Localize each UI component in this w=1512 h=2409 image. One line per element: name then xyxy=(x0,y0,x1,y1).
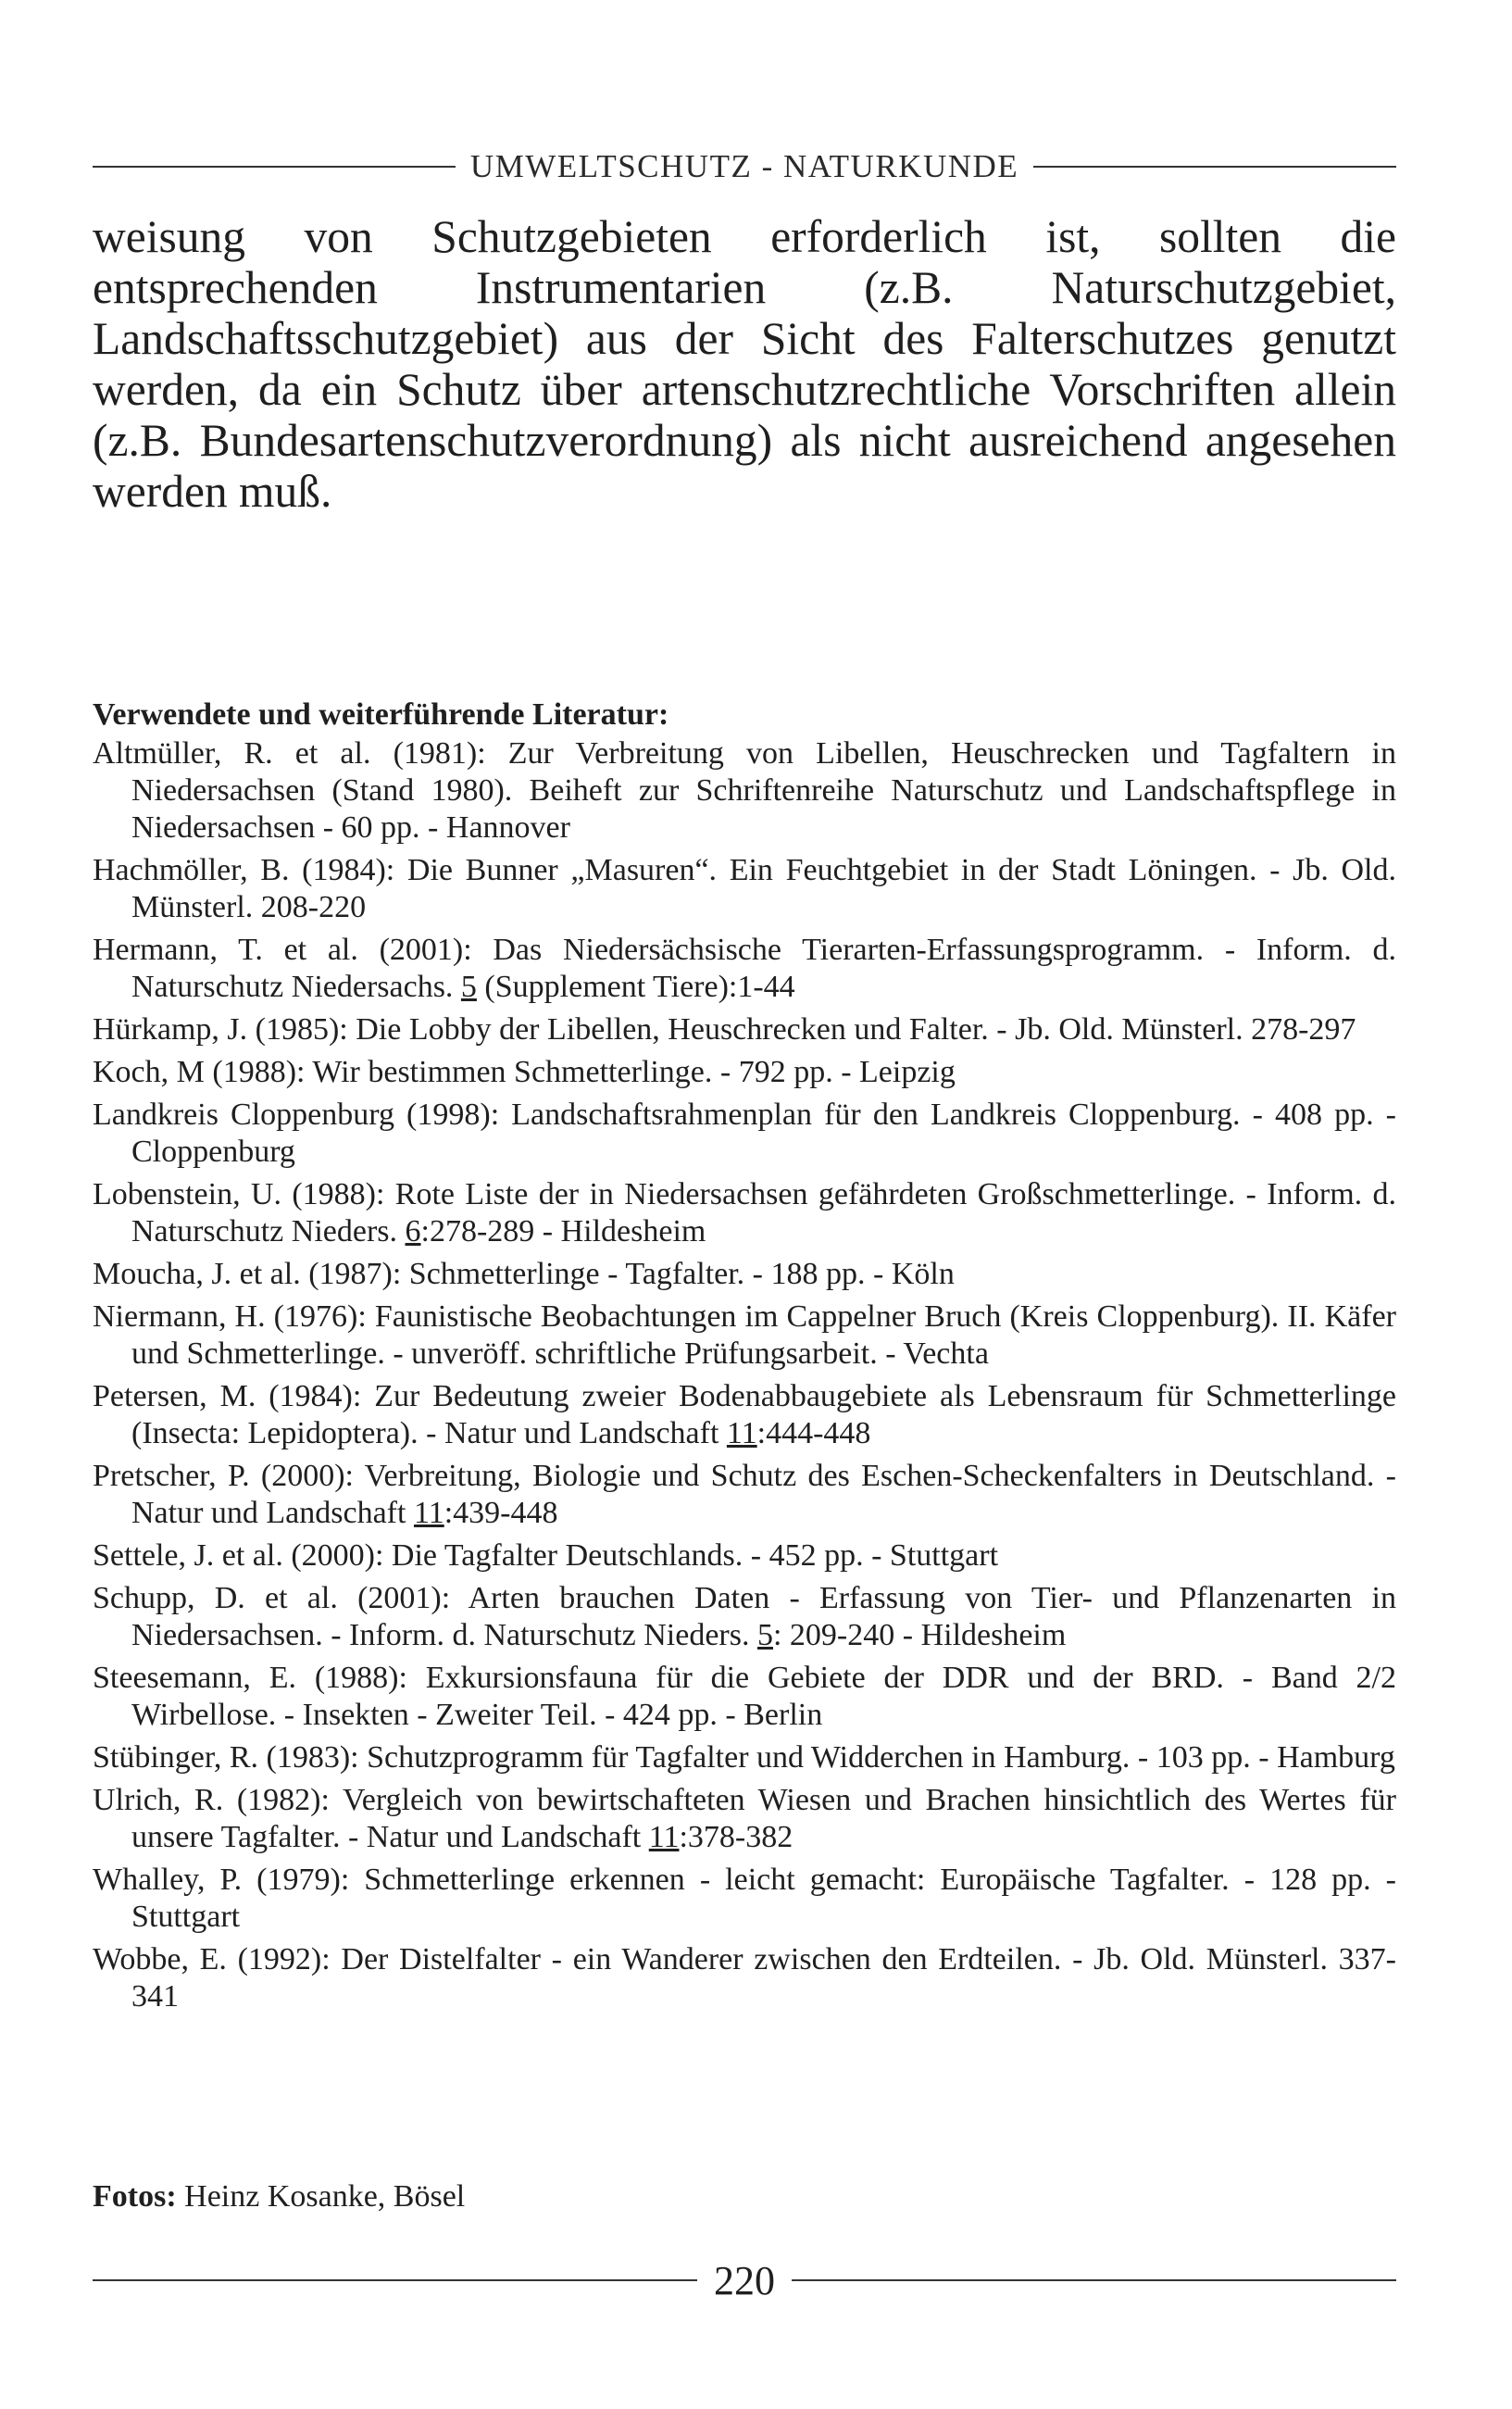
reference-pages: :278-289 - Hildesheim xyxy=(420,1214,706,1248)
references-section xyxy=(93,696,1396,2021)
intro-paragraph: weisung von Schutzgebieten erforderlich ist, sollten die entsprechenden Instrumentarien (z.B. Naturschutzgebiet, Landschaftsschutzgebiet) aus der Sicht des Falterschutzes genutzt werden, da ein Schutz über artenschutzrechtliche Vorschriften allein (z.B. Bundesartenschutzverordnung) als nicht ausreichend angesehen werden muß. xyxy=(93,211,1396,517)
reference-text: Pretscher, P. (2000): Verbreitung, Biologie und Schutz des Eschen-Scheckenfalters in Deutschland. - Natur und Landschaft xyxy=(93,1459,1396,1530)
credits-label: Fotos: xyxy=(93,2179,177,2214)
reference-entry xyxy=(93,1537,1396,1575)
reference-entry xyxy=(93,1782,1396,1856)
reference-volume: 5 xyxy=(756,1618,773,1652)
reference-pages: (Supplement Tiere):1-44 xyxy=(476,970,795,1004)
reference-volume: 11 xyxy=(726,1416,757,1450)
reference-text: Settele, J. et al. (2000): Die Tagfalter Deutschlands. - 452 pp. - Stuttgart xyxy=(93,1538,999,1573)
reference-volume: 11 xyxy=(413,1496,444,1530)
reference-entry xyxy=(93,1176,1396,1250)
reference-pages: :378-382 xyxy=(679,1820,793,1854)
reference-entry xyxy=(93,1011,1396,1048)
reference-text: Steesemann, E. (1988): Exkursionsfauna für die Gebiete der DDR und der BRD. - Band 2/2 Wirbellose. - Insekten - Zweiter Teil. - 424 pp. - Berlin xyxy=(93,1661,1396,1732)
reference-text: Stübinger, R. (1983): Schutzprogramm für Tagfalter und Widderchen in Hamburg. - 103 pp. - Hamburg xyxy=(93,1740,1395,1775)
photo-credits xyxy=(93,2178,465,2215)
reference-text: Niermann, H. (1976): Faunistische Beobachtungen im Cappelner Bruch (Kreis Cloppenburg). II. Käfer und Schmetterlinge. - unveröff. schriftliche Prüfungsarbeit. - Vechta xyxy=(93,1299,1396,1371)
reference-text: Landkreis Cloppenburg (1998): Landschaftsrahmenplan für den Landkreis Cloppenburg. - 408 pp. - Cloppenburg xyxy=(93,1098,1396,1169)
section-title: UMWELTSCHUTZ - NATURKUNDE xyxy=(469,148,1019,184)
references-heading: Verwendete und weiterführende Literatur: xyxy=(93,697,669,732)
reference-entry xyxy=(93,1941,1396,2015)
reference-text: Altmüller, R. et al. (1981): Zur Verbreitung von Libellen, Heuschrecken und Tagfaltern in Niedersachsen (Stand 1980). Beiheft zur Schriftenreihe Naturschutz und Landschaftspflege in Niedersachsen - 60 pp. - Hannover xyxy=(93,736,1396,845)
page-footer xyxy=(93,2256,1396,2304)
reference-volume: 5 xyxy=(460,970,477,1004)
reference-text: Koch, M (1988): Wir bestimmen Schmetterlinge. - 792 pp. - Leipzig xyxy=(93,1055,956,1089)
reference-entry xyxy=(93,852,1396,926)
reference-entry xyxy=(93,1054,1396,1091)
reference-entry xyxy=(93,1097,1396,1171)
reference-text: Moucha, J. et al. (1987): Schmetterlinge - Tagfalter. - 188 pp. - Köln xyxy=(93,1257,955,1291)
reference-volume: 11 xyxy=(648,1820,680,1854)
reference-entry xyxy=(93,1580,1396,1654)
reference-entry xyxy=(93,735,1396,847)
reference-text: Schupp, D. et al. (2001): Arten brauchen Daten - Erfassung von Tier- und Pflanzenarten in Niedersachsen. - Inform. d. Naturschutz Nieders. xyxy=(93,1581,1396,1652)
reference-text: Lobenstein, U. (1988): Rote Liste der in Niedersachsen gefährdeten Großschmetterlinge. - Inform. d. Naturschutz Nieders. xyxy=(93,1177,1396,1248)
reference-pages: :444-448 xyxy=(756,1416,871,1450)
page-number: 220 xyxy=(714,2257,775,2303)
reference-entry xyxy=(93,932,1396,1006)
footer-rule-right xyxy=(792,2279,1396,2281)
reference-text: Hürkamp, J. (1985): Die Lobby der Libellen, Heuschrecken und Falter. - Jb. Old. Münsterl. 278-297 xyxy=(93,1012,1356,1047)
header-rule-right xyxy=(1033,166,1396,168)
credits-text: Heinz Kosanke, Bösel xyxy=(176,2179,466,2214)
reference-text: Wobbe, E. (1992): Der Distelfalter - ein Wanderer zwischen den Erdteilen. - Jb. Old. Münsterl. 337-341 xyxy=(93,1942,1396,2014)
reference-text: Petersen, M. (1984): Zur Bedeutung zweier Bodenabbaugebiete als Lebensraum für Schmetterlinge (Insecta: Lepidoptera). - Natur und Landschaft xyxy=(93,1379,1396,1450)
reference-pages: : 209-240 - Hildesheim xyxy=(772,1618,1067,1652)
reference-entry xyxy=(93,1739,1396,1776)
reference-entry xyxy=(93,1378,1396,1452)
reference-text: Hachmöller, B. (1984): Die Bunner „Masuren“. Ein Feuchtgebiet in der Stadt Löningen. - Jb. Old. Münsterl. 208-220 xyxy=(93,853,1396,924)
reference-entry xyxy=(93,1862,1396,1936)
reference-volume: 6 xyxy=(405,1214,421,1248)
reference-pages: :439-448 xyxy=(444,1496,558,1530)
reference-text: Ulrich, R. (1982): Vergleich von bewirtschafteten Wiesen und Brachen hinsichtlich des Wertes für unsere Tagfalter. - Natur und Landschaft xyxy=(93,1783,1396,1854)
reference-list xyxy=(93,735,1396,2015)
running-header xyxy=(93,146,1396,187)
reference-text: Whalley, P. (1979): Schmetterlinge erkennen - leicht gemacht: Europäische Tagfalter. - 128 pp. - Stuttgart xyxy=(93,1863,1396,1934)
reference-entry xyxy=(93,1458,1396,1532)
reference-entry xyxy=(93,1256,1396,1293)
reference-entry xyxy=(93,1660,1396,1734)
reference-entry xyxy=(93,1299,1396,1373)
header-rule-left xyxy=(93,166,456,168)
reference-text: Hermann, T. et al. (2001): Das Niedersächsische Tierarten-Erfassungsprogramm. - Inform. d. Naturschutz Niedersachs. xyxy=(93,933,1396,1004)
footer-rule-left xyxy=(93,2279,697,2281)
